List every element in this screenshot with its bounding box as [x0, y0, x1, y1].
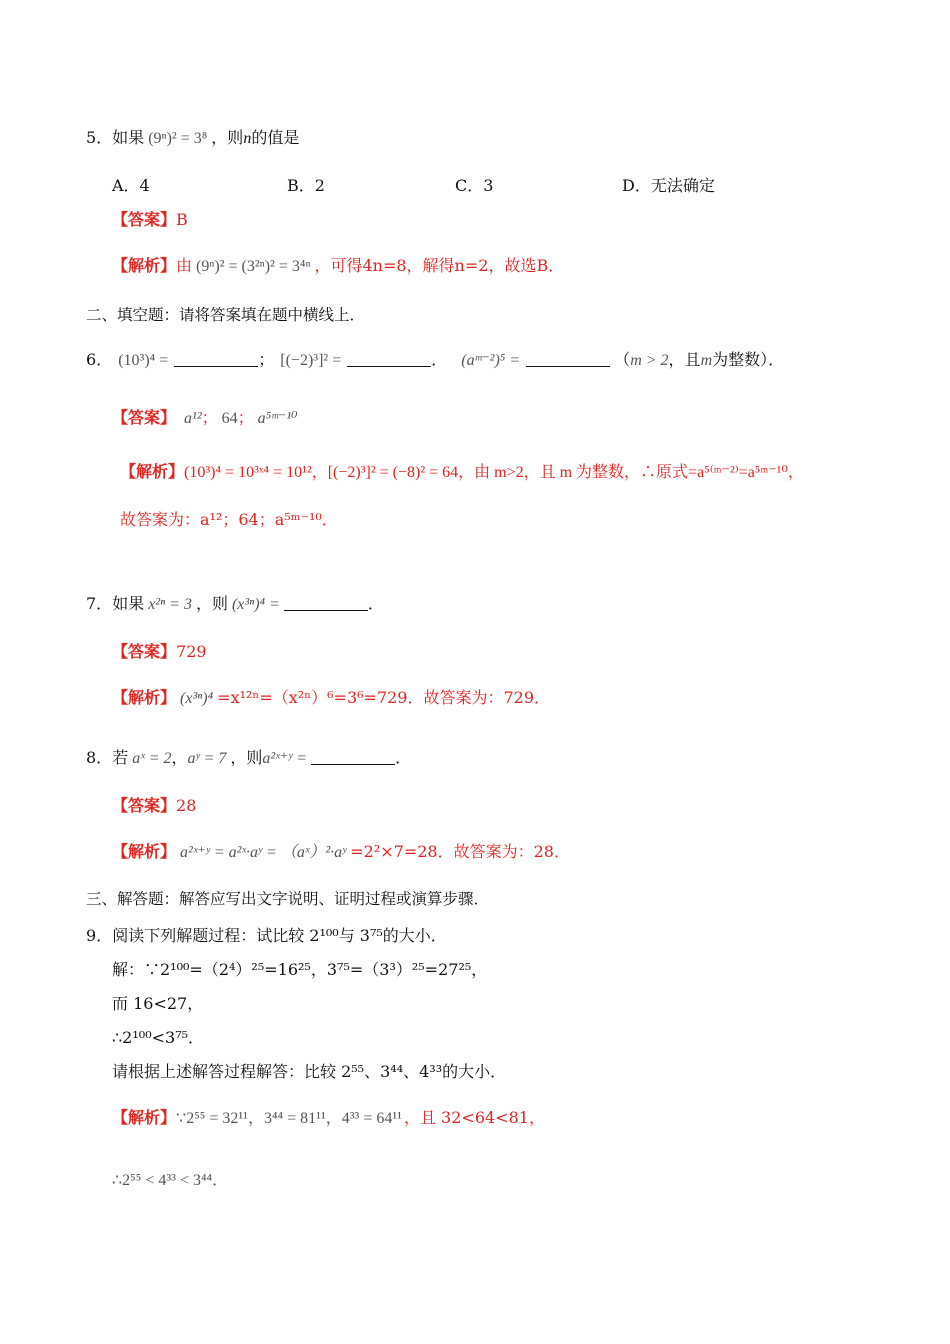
- q7-analysis-label: 【解析】: [112, 688, 177, 707]
- q5-expression: (9ⁿ)² = 3⁸: [148, 130, 208, 147]
- q6-expression-2: [(−2)³]² =: [280, 352, 342, 369]
- section2-title: 二、填空题：请将答案填在题中横线上．: [86, 306, 366, 324]
- q7-expression-1: x²ⁿ = 3: [148, 596, 192, 613]
- q5-option-d: D．无法确定: [622, 176, 715, 195]
- q8-expression-1: aˣ = 2: [132, 750, 172, 767]
- q7-expression-2: (x³ⁿ)⁴ =: [231, 596, 280, 613]
- q5-option-b: B．2: [287, 176, 325, 195]
- q7-answer-value: 729: [176, 642, 207, 661]
- q5-number: 5．: [86, 128, 113, 147]
- q6-blank-1[interactable]: [174, 352, 258, 367]
- q5-suffix: ，则: [211, 128, 244, 147]
- q9-conclusion-expression: ∴2⁵⁵ < 4³³ < 3⁴⁴．: [112, 1172, 229, 1189]
- q9-solution-line-2: 而 16<27，: [112, 994, 204, 1013]
- q6-condition-variable: m: [700, 352, 713, 369]
- q8-stem: [86, 750, 411, 767]
- q6-separator-2: ．: [431, 350, 448, 369]
- q9-analysis: [112, 1110, 545, 1127]
- q7-mid: ，则: [195, 594, 228, 613]
- q9-stem-text: 阅读下列解题过程：试比较 2¹⁰⁰与 3⁷⁵的大小．: [112, 926, 447, 945]
- q9-analysis-text: ，且 32<64<81，: [403, 1108, 545, 1127]
- q7-answer-label: 【答案】: [112, 642, 177, 661]
- q6-answer-sep-1: ；: [201, 408, 218, 427]
- q9-conclusion: [112, 1172, 228, 1189]
- q6-analysis-line-2: 故答案为：a¹²；64；a⁵ᵐ⁻¹⁰．: [120, 510, 338, 529]
- q6-analysis-line-1: [120, 464, 804, 481]
- q5-analysis-text: ，可得4n=8，解得n=2，故选B．: [314, 256, 565, 275]
- q8-analysis-expression: a²ˣ⁺ʸ = a²ˣ·aʸ = （aˣ）²·aʸ: [180, 844, 347, 861]
- q7-answer: [112, 644, 207, 660]
- q9-analysis-expression: ∵2⁵⁵ = 32¹¹，3⁴⁴ = 81¹¹，4³³ = 64¹¹: [176, 1110, 402, 1127]
- q6-number: 6．: [86, 350, 113, 369]
- q5-answer-label: 【答案】: [112, 210, 177, 229]
- q9-stem: [86, 928, 447, 944]
- q5-analysis-expression: (9ⁿ)² = (3²ⁿ)² = 3⁴ⁿ: [196, 258, 311, 275]
- q7-number: 7．: [86, 594, 113, 613]
- q8-expression-2: aʸ = 7: [187, 750, 227, 767]
- q5-stem: [86, 130, 299, 147]
- q8-number: 8．: [86, 748, 113, 767]
- q7-stem: [86, 596, 384, 613]
- q9-solution-line-3: ∴2¹⁰⁰<3⁷⁵．: [112, 1028, 205, 1047]
- q5-analysis-prefix: 由: [176, 256, 193, 275]
- q5-answer-value: B: [176, 210, 188, 229]
- q6-answer-label: 【答案】: [112, 408, 177, 427]
- q8-mid: ，则: [230, 748, 263, 767]
- q8-answer-value: 28: [176, 796, 197, 815]
- q6-expression-3: (aᵐ⁻²)⁵ =: [461, 352, 521, 369]
- q6-condition-mid: ，且: [668, 350, 701, 369]
- q6-answer-a: a¹²: [184, 410, 202, 427]
- q7-blank[interactable]: [284, 596, 368, 611]
- q6-blank-2[interactable]: [347, 352, 431, 367]
- q6-stem: [86, 352, 784, 369]
- q6-separator-1: ；: [258, 350, 275, 369]
- q5-prefix: 如果: [112, 128, 145, 147]
- q8-analysis-text: =2²×7=28．故答案为：28．: [350, 842, 570, 861]
- q6-answer: [112, 410, 298, 427]
- q8-expression-3: a²ˣ⁺ʸ =: [262, 750, 308, 767]
- q8-prefix: 若: [112, 748, 129, 767]
- q5-answer: [112, 212, 188, 228]
- q6-condition-close: 为整数）．: [712, 350, 785, 369]
- section3-title: 三、解答题：解答应写出文字说明、证明过程或演算步骤．: [86, 890, 490, 908]
- q8-blank[interactable]: [311, 750, 395, 765]
- q8-analysis: [112, 844, 570, 861]
- q9-solution-line-1: 解：∵2¹⁰⁰=（2⁴）²⁵=16²⁵，3⁷⁵=（3³）²⁵=27²⁵，: [112, 960, 488, 979]
- q9-solution-line-4: 请根据上述解答过程解答：比较 2⁵⁵、3⁴⁴、4³³的大小．: [112, 1062, 507, 1081]
- q6-condition-open: （: [614, 350, 631, 369]
- q5-variable: n: [243, 130, 252, 147]
- q6-analysis-text-1: (10³)⁴ = 10³ˣ⁴ = 10¹²，[(−2)³]² = (−8)² = 64，由 m>2，且 m 为整数，∴原式=a⁵⁽ᵐ⁻²⁾=a⁵ᵐ⁻¹⁰，: [184, 464, 804, 481]
- q8-answer: [112, 798, 196, 814]
- q8-separator: ，: [171, 748, 188, 767]
- q7-prefix: 如果: [112, 594, 145, 613]
- q6-answer-b: 64: [221, 410, 238, 427]
- q5-analysis: [112, 258, 564, 275]
- q8-end: ．: [395, 748, 412, 767]
- q5-option-a: A．4: [112, 176, 150, 195]
- q6-answer-c: a⁵ᵐ⁻¹⁰: [257, 410, 298, 427]
- q6-condition-expression: m > 2: [630, 352, 669, 369]
- q5-suffix2: 的值是: [251, 128, 300, 147]
- q5-analysis-label: 【解析】: [112, 256, 177, 275]
- q6-expression-1: (10³)⁴ =: [118, 352, 169, 369]
- q7-analysis: [112, 690, 550, 707]
- q8-answer-label: 【答案】: [112, 796, 177, 815]
- q7-end: ．: [367, 594, 384, 613]
- q8-analysis-label: 【解析】: [112, 842, 177, 861]
- q5-option-c: C．3: [455, 176, 494, 195]
- q9-number: 9．: [86, 926, 113, 945]
- q7-analysis-text: =x¹²ⁿ=（x²ⁿ）⁶=3⁶=729．故答案为：729．: [217, 688, 551, 707]
- q6-answer-sep-2: ；: [237, 408, 254, 427]
- q6-blank-3[interactable]: [526, 352, 610, 367]
- q6-analysis-label: 【解析】: [120, 462, 185, 481]
- q9-analysis-label: 【解析】: [112, 1108, 177, 1127]
- q7-analysis-expression: (x³ⁿ)⁴: [180, 690, 214, 707]
